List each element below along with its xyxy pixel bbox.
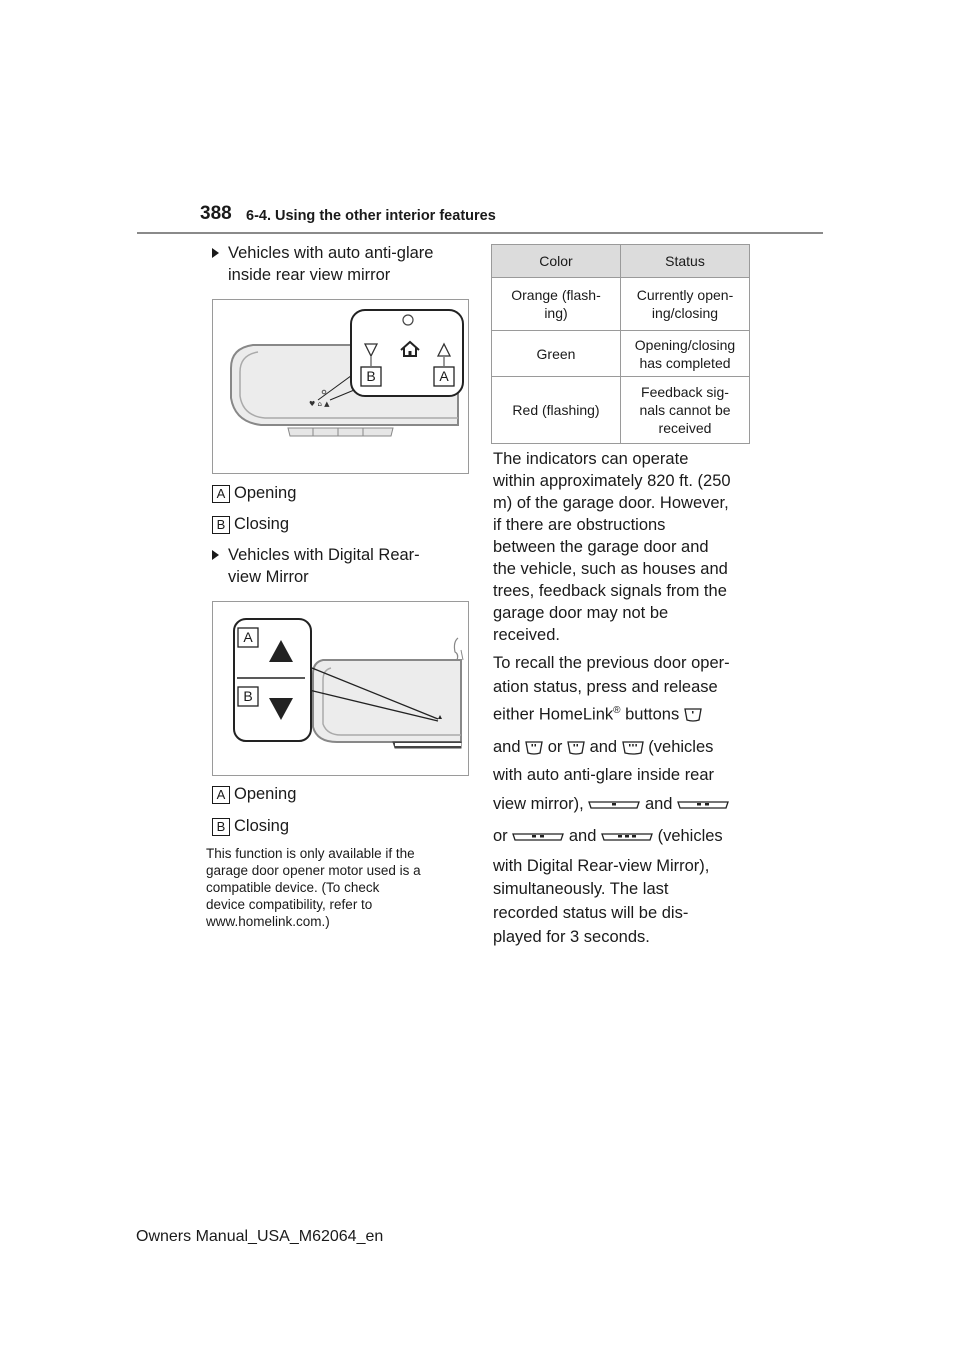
mirror-button-2-icon (567, 740, 585, 756)
key-text: Opening (234, 484, 297, 502)
digital-mirror-button-1-icon (588, 800, 640, 810)
para-line: the vehicle, such as houses and (493, 560, 728, 578)
figure-digital-mirror (212, 601, 469, 776)
callout-a: A (439, 368, 449, 384)
cell-line: Opening/closing (634, 336, 736, 353)
table-cell (492, 377, 621, 444)
bullet-arrow-icon (212, 248, 219, 258)
homelink-text: either HomeLink (493, 705, 614, 724)
or-text: or (493, 827, 508, 845)
mirror-button-2-icon (525, 740, 543, 756)
bullet-auto-anti-glare (212, 242, 472, 288)
key-letter: A (212, 786, 230, 804)
key-letter: B (212, 516, 230, 534)
and-text: and (644, 795, 673, 813)
and-text: and (568, 827, 597, 845)
table-header-row (492, 245, 750, 278)
para-line: ation status, press and release (493, 678, 718, 696)
table-cell (621, 377, 750, 444)
page-number: 388 (200, 203, 232, 224)
note-line: device compatibility, refer to (206, 897, 373, 912)
svg-text:♥ ⌂ ▲: ♥ ⌂ ▲ (309, 400, 330, 408)
key-b-closing (212, 817, 412, 837)
section-title: 6-4. Using the other interior features (246, 208, 496, 224)
bullet-digital-mirror (212, 544, 472, 590)
table-row (492, 331, 750, 377)
table-cell (492, 278, 621, 331)
footer-text: Owners Manual_USA_M62064_en (136, 1228, 384, 1245)
para-line: To recall the previous door oper- (493, 654, 730, 672)
para-line: within approximately 820 ft. (250 (493, 472, 731, 490)
note-line: This function is only available if the (206, 846, 415, 861)
view-mirror-text: view mirror), (493, 795, 584, 813)
header-rule (137, 232, 823, 234)
cell-line: Orange (flash- (511, 287, 601, 303)
para-line: recorded status will be dis- (493, 904, 689, 922)
table-cell (621, 331, 750, 377)
para-line (493, 827, 723, 846)
callout-a: A (243, 629, 253, 645)
bullet-line: Vehicles with auto anti-glare (228, 244, 434, 262)
table-row (492, 377, 750, 444)
cell-line: Red (flashing) (512, 402, 600, 418)
digital-mirror-button-2-icon (512, 832, 564, 842)
para-line: if there are obstructions (493, 516, 666, 534)
figure-anti-glare-mirror (212, 299, 469, 474)
para-line: garage door may not be (493, 604, 669, 622)
cell-line: has completed (639, 354, 731, 371)
note-line: garage door opener motor used is a (206, 863, 421, 878)
buttons-text: buttons (620, 705, 684, 724)
para-line: received. (493, 626, 560, 644)
key-b-closing (212, 515, 412, 535)
column-header: Color (492, 245, 621, 278)
key-text: Opening (234, 785, 297, 803)
cell-line: received (658, 420, 712, 436)
cell-line: ing/closing (651, 305, 719, 321)
mirror-button-3-icon (622, 740, 644, 756)
key-letter: A (212, 485, 230, 503)
and-text: and (589, 738, 618, 756)
para-line (493, 795, 729, 814)
vehicles-text: (vehicles (648, 738, 714, 756)
column-header: Status (621, 245, 750, 278)
para-line: The indicators can operate (493, 450, 689, 468)
registered-mark: ® (613, 705, 621, 716)
cell-line: Currently open- (636, 287, 734, 303)
para-line (493, 738, 713, 757)
cell-line: Green (536, 345, 576, 362)
compatibility-note (206, 845, 421, 930)
key-a-opening (212, 484, 412, 504)
cell-line: nals cannot be (639, 402, 731, 418)
para-line: with Digital Rear-view Mirror), (493, 857, 710, 875)
key-text: Closing (234, 515, 290, 533)
para-line: between the garage door and (493, 538, 709, 556)
para-line (493, 705, 702, 725)
key-letter: B (212, 818, 230, 836)
cell-line: ing) (544, 305, 568, 321)
or-text: or (547, 738, 563, 756)
table-row (492, 278, 750, 331)
bullet-arrow-icon (212, 550, 219, 560)
vehicles-text: (vehicles (657, 827, 723, 845)
digital-mirror-button-3-icon (601, 832, 653, 842)
range-paragraph (493, 448, 731, 646)
callout-b: B (243, 688, 253, 704)
para-line: m) of the garage door. However, (493, 494, 729, 512)
and-text: and (493, 738, 521, 756)
para-line: with auto anti-glare inside rear (493, 766, 715, 784)
mirror-button-1-icon (684, 707, 702, 723)
note-line: www.homelink.com.) (206, 914, 330, 929)
callout-b: B (366, 368, 376, 384)
cell-line: Feedback sig- (641, 384, 729, 400)
bullet-line: view Mirror (228, 568, 309, 586)
note-line: compatible device. (To check (206, 880, 380, 895)
para-line: trees, feedback signals from the (493, 582, 727, 600)
para-line: played for 3 seconds. (493, 928, 650, 946)
para-line: simultaneously. The last (493, 880, 669, 898)
mirror-illustration (213, 300, 468, 473)
key-a-opening (212, 785, 412, 805)
status-table (491, 244, 750, 444)
digital-mirror-button-2-icon (677, 800, 729, 810)
table-cell (621, 278, 750, 331)
table-cell (492, 331, 621, 377)
bullet-line: inside rear view mirror (228, 266, 391, 284)
key-text: Closing (234, 817, 290, 835)
bullet-line: Vehicles with Digital Rear- (228, 546, 420, 564)
